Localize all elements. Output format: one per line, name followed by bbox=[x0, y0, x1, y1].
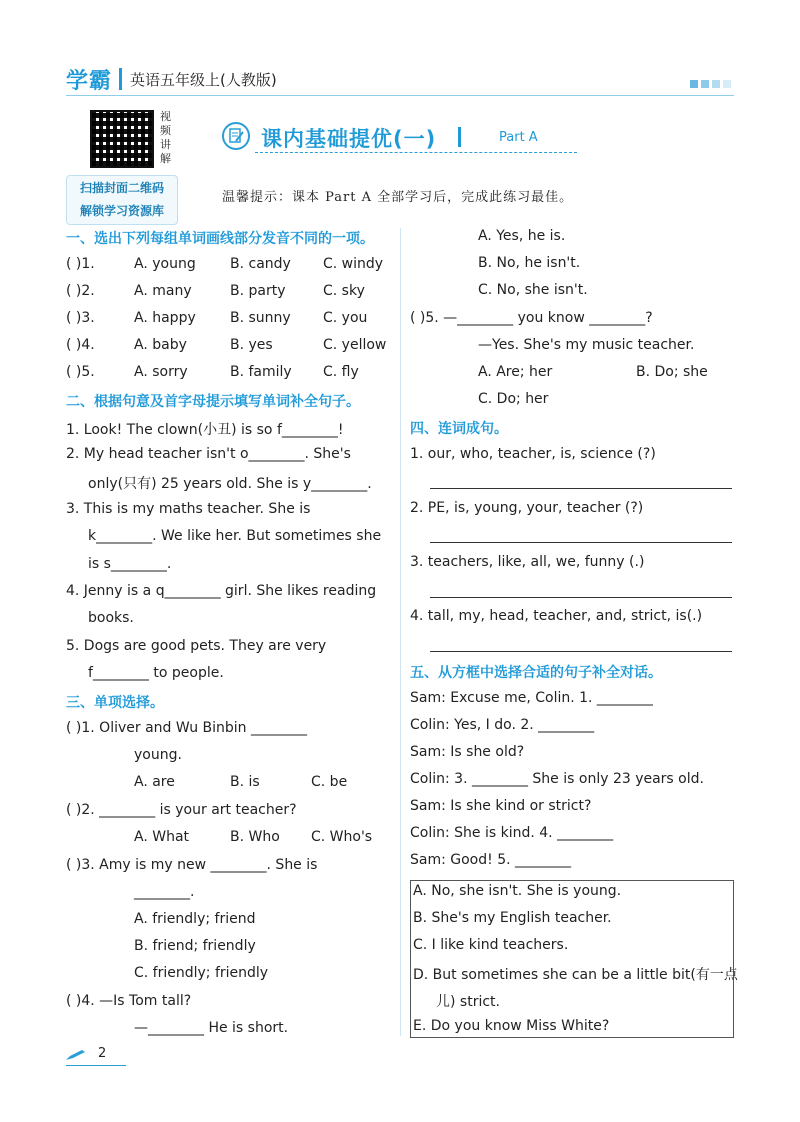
option-b: B. sunny bbox=[230, 310, 291, 326]
item-number: ( )2. bbox=[66, 283, 95, 299]
s4-item: 4. tall, my, head, teacher, and, strict, is(.) bbox=[410, 608, 703, 624]
qr-side-char: 解 bbox=[160, 152, 171, 165]
header-square-icon bbox=[690, 80, 698, 88]
s3-q3-cont: ________. bbox=[134, 884, 195, 900]
qr-side-char: 视 bbox=[160, 110, 171, 123]
option-a: A. many bbox=[134, 283, 192, 299]
option-b: B. friend; friendly bbox=[134, 938, 256, 954]
header-square-icon bbox=[701, 80, 709, 88]
pencil-note-icon bbox=[222, 122, 250, 150]
brand-divider bbox=[119, 68, 122, 90]
box-option: A. No, she isn't. She is young. bbox=[413, 883, 622, 899]
qr-code-icon[interactable] bbox=[90, 110, 154, 168]
option-a: A. are bbox=[134, 774, 175, 790]
s2-line: 3. This is my maths teacher. She is bbox=[66, 501, 311, 517]
section-3-title: 三、单项选择。 bbox=[66, 695, 164, 711]
option-b: B. family bbox=[230, 364, 292, 380]
s3-q2: ( )2. ________ is your art teacher? bbox=[66, 802, 297, 818]
s3-q4-cont: —________ He is short. bbox=[134, 1020, 289, 1036]
option-c: C. sky bbox=[323, 283, 365, 299]
option-a: A. Yes, he is. bbox=[478, 228, 566, 244]
options-box bbox=[410, 880, 734, 1038]
s2-line: k________. We like her. But sometimes she bbox=[88, 528, 382, 544]
section-4-title: 四、连词成句。 bbox=[410, 421, 508, 437]
s3-q3: ( )3. Amy is my new ________. She is bbox=[66, 857, 318, 873]
box-option: B. She's my English teacher. bbox=[413, 910, 612, 926]
answer-line[interactable] bbox=[430, 488, 732, 489]
option-a: A. young bbox=[134, 256, 196, 272]
tip-text: 温馨提示：课本 Part A 全部学习后，完成此练习最佳。 bbox=[222, 190, 574, 205]
box-option: D. But sometimes she can be a little bit(有一点 bbox=[413, 967, 738, 983]
item-number: ( )4. bbox=[66, 337, 95, 353]
option-a: A. What bbox=[134, 829, 190, 845]
s4-item: 2. PE, is, young, your, teacher (?) bbox=[410, 500, 644, 516]
option-a: A. Are; her bbox=[478, 364, 553, 380]
dialog-line: Colin: 3. ________ She is only 23 years old. bbox=[410, 771, 704, 787]
answer-line[interactable] bbox=[430, 651, 732, 652]
option-c: C. Who's bbox=[311, 829, 373, 845]
s2-line: is s________. bbox=[88, 556, 172, 572]
header-rule bbox=[66, 95, 734, 96]
s2-line: only(只有) 25 years old. She is y________. bbox=[88, 476, 372, 492]
s4-item: 1. our, who, teacher, is, science (?) bbox=[410, 446, 656, 462]
dialog-line: Sam: Is she old? bbox=[410, 744, 525, 760]
option-b: B. is bbox=[230, 774, 260, 790]
pencil-icon bbox=[66, 1046, 84, 1056]
qr-side-char: 频 bbox=[160, 124, 171, 137]
brand-logo: 学霸 bbox=[66, 69, 113, 94]
box-option: E. Do you know Miss White? bbox=[413, 1018, 610, 1034]
option-c: C. Do; her bbox=[478, 391, 549, 407]
s3-q4: ( )4. —Is Tom tall? bbox=[66, 993, 192, 1009]
qr-side-char: 讲 bbox=[160, 138, 171, 151]
lesson-part: Part A bbox=[499, 130, 538, 145]
item-number: ( )3. bbox=[66, 310, 95, 326]
option-b: B. Who bbox=[230, 829, 280, 845]
s3-q1: ( )1. Oliver and Wu Binbin ________ bbox=[66, 720, 308, 736]
option-b: B. party bbox=[230, 283, 286, 299]
answer-line[interactable] bbox=[430, 597, 732, 598]
box-option: C. I like kind teachers. bbox=[413, 937, 569, 953]
s4-item: 3. teachers, like, all, we, funny (.) bbox=[410, 554, 645, 570]
s3-q1-cont: young. bbox=[134, 747, 182, 763]
title-divider bbox=[458, 127, 461, 147]
page-number: 2 bbox=[98, 1046, 107, 1061]
s2-line: 1. Look! The clown(小丑) is so f________! bbox=[66, 422, 344, 438]
option-c: C. friendly; friendly bbox=[134, 965, 269, 981]
column-divider bbox=[400, 228, 401, 1036]
scan-line-2: 解锁学习资源库 bbox=[79, 204, 164, 218]
title-underline bbox=[255, 152, 577, 153]
option-a: A. friendly; friend bbox=[134, 911, 256, 927]
dialog-line: Sam: Good! 5. ________ bbox=[410, 852, 572, 868]
option-c: C. fly bbox=[323, 364, 359, 380]
answer-line[interactable] bbox=[430, 542, 732, 543]
dialog-line: Sam: Excuse me, Colin. 1. ________ bbox=[410, 690, 653, 706]
footer-rule bbox=[66, 1065, 126, 1066]
option-c: C. No, she isn't. bbox=[478, 282, 588, 298]
s2-line: f________ to people. bbox=[88, 665, 224, 681]
item-number: ( )5. bbox=[66, 364, 95, 380]
dialog-line: Colin: Yes, I do. 2. ________ bbox=[410, 717, 595, 733]
section-2-title: 二、根据句意及首字母提示填写单词补全句子。 bbox=[66, 394, 360, 410]
box-option-cont: 儿) strict. bbox=[436, 994, 500, 1010]
option-c: C. you bbox=[323, 310, 368, 326]
option-c: C. be bbox=[311, 774, 348, 790]
item-number: ( )1. bbox=[66, 256, 95, 272]
s2-line: 5. Dogs are good pets. They are very bbox=[66, 638, 327, 654]
option-b: B. No, he isn't. bbox=[478, 255, 581, 271]
book-title: 英语五年级上(人教版) bbox=[130, 71, 277, 89]
option-a: A. happy bbox=[134, 310, 196, 326]
scan-line-1: 扫描封面二维码 bbox=[79, 181, 164, 195]
dialog-line: Sam: Is she kind or strict? bbox=[410, 798, 592, 814]
option-b: B. Do; she bbox=[636, 364, 708, 380]
option-c: C. windy bbox=[323, 256, 384, 272]
dialog-line: Colin: She is kind. 4. ________ bbox=[410, 825, 614, 841]
s2-line: 4. Jenny is a q________ girl. She likes reading bbox=[66, 583, 377, 599]
option-c: C. yellow bbox=[323, 337, 387, 353]
section-5-title: 五、从方框中选择合适的句子补全对话。 bbox=[410, 665, 662, 681]
s2-line: books. bbox=[88, 610, 134, 626]
lesson-title: 课内基础提优(一) bbox=[261, 127, 437, 151]
section-1-title: 一、选出下列每组单词画线部分发音不同的一项。 bbox=[66, 231, 374, 247]
qr-side-label bbox=[160, 110, 174, 166]
option-b: B. yes bbox=[230, 337, 273, 353]
option-b: B. candy bbox=[230, 256, 291, 272]
s2-line: 2. My head teacher isn't o________. She's bbox=[66, 446, 351, 462]
header-square-icon bbox=[723, 80, 731, 88]
s3-q5: ( )5. —________ you know ________? bbox=[410, 310, 653, 326]
header-square-icon bbox=[712, 80, 720, 88]
s3-q5-cont: —Yes. She's my music teacher. bbox=[478, 337, 695, 353]
option-a: A. sorry bbox=[134, 364, 188, 380]
option-a: A. baby bbox=[134, 337, 187, 353]
